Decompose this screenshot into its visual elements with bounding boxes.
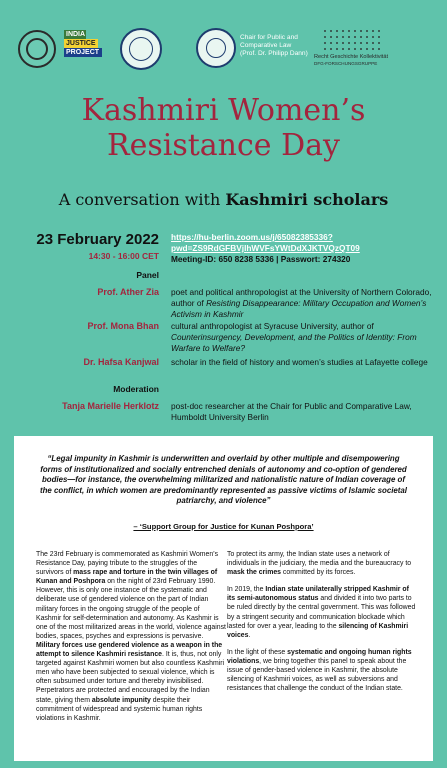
zoom-link[interactable]: [171, 232, 360, 254]
col1-text-c: on the night of 23rd February 1990. However, this is only one instance of the systematic and deliberate use of gendered violence on the part of Indian military forces in the ongoing struggle of the people of Kashmir for self-determination and autonomy. As Kashmir is one of the most militarized areas in the world, violence against bodies, spaces, psyches and expressions is pervasive.: [36, 578, 226, 640]
chair-logo-text: [240, 34, 308, 58]
panelist-desc-1-text: poet and political anthropologist at the University of Northern Colorado, author of: [171, 287, 432, 308]
col1-bold-d: Military forces use gendered violence as a weapon in the attempt to silence Kashmiri resistance: [36, 641, 223, 659]
col1-bold-f: absolute impunity: [91, 696, 151, 704]
quote-text: “Legal impunity in Kashmir is underwritten and overlaid by other multiple and disempowering forms of institutionalized and socially entrenched denials of autonomy and co-option of gendered bodies—for instance, the overwhelming militarized and nationalistic nature of Indian coverage of the conflict, in which women are predominantly represented as passive victims of Islamic societal patriarchy, and violence”: [39, 454, 408, 506]
india-justice-project-logo: [64, 30, 102, 57]
title-line-1: Kashmiri Women’s: [81, 93, 366, 128]
panelist-book-2: Counterinsurgency, Development, and the Politics of Identity: From Warfare to Welfare?: [171, 332, 417, 353]
panelist-name-2: Prof. Mona Bhan: [87, 321, 159, 331]
quote-source: – ‘Support Group for Justice for Kunan Poshpora’: [133, 522, 314, 531]
panelist-desc-2: [171, 321, 433, 354]
ijp-word-project: PROJECT: [64, 48, 102, 57]
paragraph-right-2: [227, 585, 417, 640]
ijp-word-justice: JUSTICE: [64, 39, 98, 48]
event-subtitle: [0, 190, 447, 209]
moderator-desc: post-doc researcher at the Chair for Public and Comparative Law, Humboldt University Berlin: [171, 401, 412, 422]
panelist-name-3: Dr. Hafsa Kanjwal: [83, 357, 159, 367]
event-title: [0, 93, 447, 163]
event-time: 14:30 - 16:00 CET: [88, 251, 159, 261]
panelist-desc-2-text: cultural anthropologist at Syracuse University, author of: [171, 321, 374, 331]
moderation-heading: Moderation: [113, 384, 159, 394]
col2-p2-text-e: .: [248, 631, 251, 639]
rgk-line-1: Recht Geschichte Kollektivität: [314, 54, 388, 60]
panelist-desc-1: [171, 287, 433, 320]
event-date: 23 February 2022: [36, 231, 159, 248]
col2-p3-text-c: , we bring together this panel to speak about the issue of gender-based violence in Kashmir, the absolute silencing of Kashmiri voices, as well as subversions and resistances that challenge the conduct of the Indian state.: [227, 657, 407, 693]
zoom-url-line-1: https://hu-berlin.zoom.us/j/65082385336?: [171, 232, 333, 242]
body-column-right: [227, 550, 417, 701]
col2-p3-bold-b: systematic and ongoing human rights violations: [227, 648, 412, 665]
body-column-left: [36, 550, 226, 731]
subtitle-bold: Kashmiri scholars: [225, 190, 389, 209]
chair-line-3: (Prof. Dr. Philipp Dann): [240, 50, 308, 57]
panelist-name-1: Prof. Ather Zia: [97, 287, 159, 297]
chair-line-1: Chair for Public and: [240, 34, 298, 41]
panelist-desc-3: scholar in the field of history and women’s studies at Lafayette college: [171, 357, 428, 367]
paragraph-right-3: [227, 648, 417, 693]
col1-bold-b: mass rape and torture in the twin villages of Kunan and Poshpora: [36, 569, 218, 586]
logo-bar: [0, 26, 447, 70]
col2-p1-text-c: committed by its forces.: [281, 569, 356, 577]
dot-pattern-icon: [322, 28, 382, 52]
col2-p3-text-a: In the light of these: [227, 648, 288, 656]
zoom-url-line-2: pwd=ZS9RdGFBVjlhWVFsYWtDdXJKTVQzQT09: [171, 243, 360, 253]
research-group-logo: [314, 28, 434, 68]
rgk-line-2: DFG-FORSCHUNGSGRUPPE: [314, 61, 378, 66]
humboldt-seal-icon: [196, 28, 236, 68]
meeting-info: Meeting-ID: 650 8238 5336 | Passwort: 274320: [171, 254, 351, 264]
col2-p2-text-a: In 2019, the: [227, 586, 266, 594]
panelist-book-1: Resisting Disappearance: Military Occupation and Women’s Activism in Kashmir: [171, 298, 427, 319]
col2-p1-text-a: To protect its army, the Indian state uses a network of individuals in the judiciary, the media and the bureaucracy to: [227, 551, 412, 568]
subtitle-pre: A conversation with: [58, 190, 226, 209]
paragraph-left-1: [36, 550, 226, 723]
zoom-info: [171, 232, 360, 265]
col2-p2-bold-d: silencing of Kashmiri voices: [227, 622, 409, 639]
chair-line-2: Comparative Law: [240, 42, 292, 49]
panel-heading: Panel: [136, 270, 159, 280]
col1-text-g: despite their commitment of widespread and systemic human rights violations in Kashmir.: [36, 696, 203, 722]
col2-p2-text-c: and divided it into two parts to be ruled directly by the central government. This was followed by a stringent security and communication blockade which lasted for over a year, leading to the: [227, 595, 416, 630]
col1-text-a: The 23rd February is commemorated as Kashmiri Women’s Resistance Day, paying tribute to the struggles of the survivors of: [36, 551, 219, 577]
col2-p1-bold-b: mask the crimes: [227, 569, 282, 577]
col1-text-e: . It is, thus, not only targeted against Kashmiri women but also countless Kashmiri men who have been subjected to sexual violence, which is often subsumed under torture and thereby invisibilised. Perpetrators are protected and encouraged by the Indian state, giving them: [36, 651, 225, 704]
moderator-name: Tanja Marielle Herklotz: [62, 401, 159, 411]
info-card: [14, 436, 433, 761]
col2-p2-bold-b: Indian state unilaterally stripped Kashmir of its semi-autonomous status: [227, 586, 409, 603]
india-justice-project-emblem-icon: [18, 30, 56, 68]
ijp-word-india: INDIA: [66, 31, 86, 38]
title-line-2: Resistance Day: [107, 128, 340, 163]
paragraph-right-1: [227, 550, 417, 577]
university-seal-icon: [120, 28, 162, 70]
